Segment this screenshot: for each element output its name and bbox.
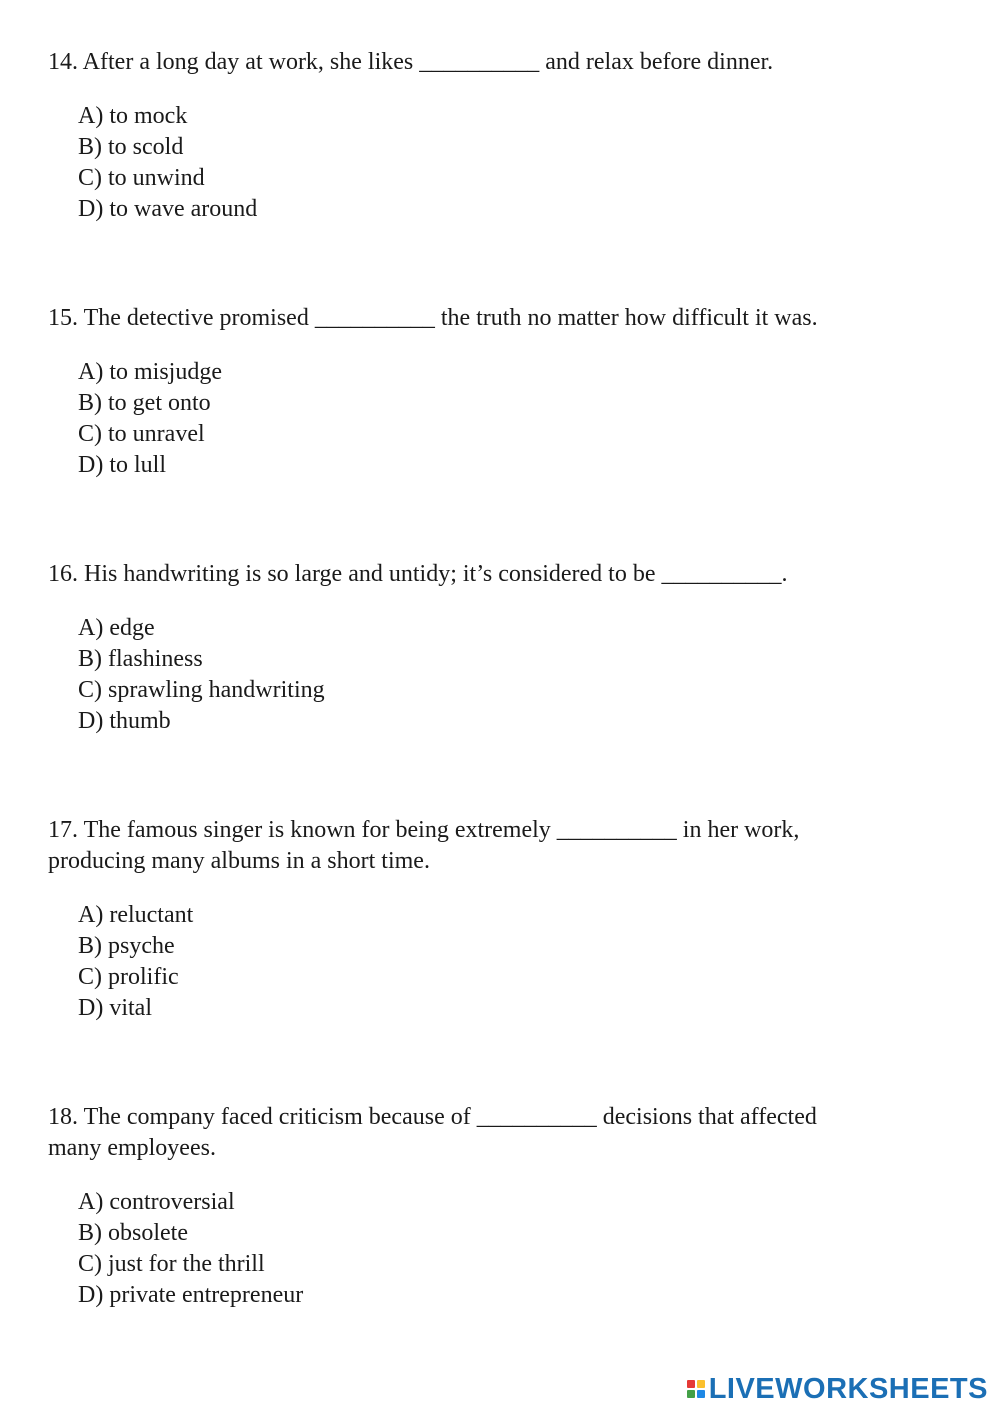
option-c[interactable]: C) prolific bbox=[78, 964, 179, 990]
option-d[interactable]: D) to lull bbox=[78, 452, 166, 478]
logo-square-yellow bbox=[697, 1380, 705, 1388]
option-a[interactable]: A) edge bbox=[78, 615, 155, 641]
liveworksheets-logo[interactable] bbox=[687, 1374, 988, 1404]
option-c[interactable]: C) sprawling handwriting bbox=[78, 677, 325, 703]
question-stem: 18. The company faced criticism because of __________ decisions that affected many employees. bbox=[48, 1104, 817, 1161]
logo-square-blue bbox=[697, 1390, 705, 1398]
option-b[interactable]: B) psyche bbox=[78, 933, 175, 959]
option-b[interactable]: B) obsolete bbox=[78, 1220, 188, 1246]
option-b[interactable]: B) to get onto bbox=[78, 390, 211, 416]
answer-options bbox=[48, 1187, 948, 1311]
option-a[interactable]: A) to misjudge bbox=[78, 359, 222, 385]
question-14 bbox=[48, 47, 948, 225]
question-16 bbox=[48, 559, 948, 737]
logo-text: LIVEWORKSHEETS bbox=[708, 1372, 988, 1405]
question-15 bbox=[48, 303, 948, 481]
option-c[interactable]: C) to unravel bbox=[78, 421, 205, 447]
question-stem: 14. After a long day at work, she likes __________ and relax before dinner. bbox=[48, 49, 774, 75]
liveworksheets-logo-icon bbox=[687, 1380, 705, 1398]
question-stem: 17. The famous singer is known for being extremely __________ in her work, producing many albums in a short time. bbox=[48, 817, 800, 874]
answer-options bbox=[48, 357, 948, 481]
question-17 bbox=[48, 815, 948, 1024]
option-a[interactable]: A) to mock bbox=[78, 103, 188, 129]
question-stem: 15. The detective promised __________ the truth no matter how difficult it was. bbox=[48, 305, 818, 331]
answer-options bbox=[48, 613, 948, 737]
option-c[interactable]: C) just for the thrill bbox=[78, 1251, 265, 1277]
option-d[interactable]: D) to wave around bbox=[78, 196, 258, 222]
option-d[interactable]: D) private entrepreneur bbox=[78, 1282, 304, 1308]
answer-options bbox=[48, 101, 948, 225]
option-a[interactable]: A) controversial bbox=[78, 1189, 235, 1215]
option-d[interactable]: D) vital bbox=[78, 995, 152, 1021]
option-c[interactable]: C) to unwind bbox=[78, 165, 205, 191]
logo-square-green bbox=[687, 1390, 695, 1398]
option-a[interactable]: A) reluctant bbox=[78, 902, 194, 928]
question-18 bbox=[48, 1102, 948, 1311]
question-stem: 16. His handwriting is so large and untidy; it’s considered to be __________. bbox=[48, 561, 788, 587]
option-b[interactable]: B) flashiness bbox=[78, 646, 203, 672]
option-b[interactable]: B) to scold bbox=[78, 134, 184, 160]
logo-square-red bbox=[687, 1380, 695, 1388]
answer-options bbox=[48, 900, 948, 1024]
option-d[interactable]: D) thumb bbox=[78, 708, 171, 734]
